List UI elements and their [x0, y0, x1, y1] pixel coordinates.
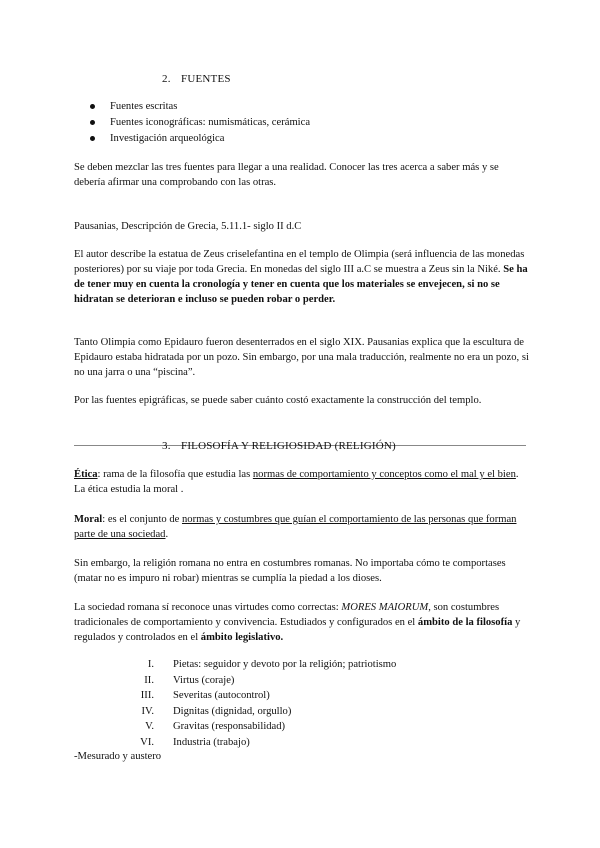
citation: Pausanias, Descripción de Grecia, 5.11.1- siglo II d.C	[74, 221, 302, 232]
paragraph-zeus	[74, 247, 532, 307]
list-item: V. Gravitas (responsabilidad)	[145, 721, 286, 732]
list-item: Investigación arqueológica	[90, 131, 310, 147]
section-number: 3.	[162, 440, 171, 452]
paragraph-religion: Sin embargo, la religión romana no entra en costumbres romanas. No importaba cómo te comportases (matar no es impuro ni robar) mientras se cumplía la piedad a los dioses.	[74, 558, 506, 584]
underlined-definition: normas y costumbres que guían el comportamiento de las personas que forman parte de una sociedad	[74, 514, 517, 540]
emphasis-text: ámbito legislativo.	[200, 632, 284, 643]
section-number: 2.	[162, 73, 171, 85]
paragraph-sources: Se deben mezclar las tres fuentes para llegar a una realidad. Conocer las tres acerca a saber más y se debería afirmar una comprobando con las otras.	[74, 162, 499, 188]
closing-note: -Mesurado y austero	[74, 751, 162, 762]
list-item: Fuentes iconográficas: numismáticas, cerámica	[90, 115, 310, 131]
list-item: III. Severitas (autocontrol)	[140, 690, 270, 701]
emphasis-text: Se ha de tener muy en cuenta la cronología y tener en cuenta que los materiales se envejecen, si no se hidratan se deterioran e incluso se pueden robar o perder.	[74, 264, 528, 305]
section-title: FUENTES	[181, 73, 231, 85]
list-item: I. Pietas: seguidor y devoto por la religión; patriotismo	[147, 659, 397, 670]
list-item: IV. Dignitas (dignidad, orgullo)	[141, 705, 292, 717]
list-item: II. Virtus (coraje)	[144, 674, 235, 686]
virtues-list	[118, 657, 396, 750]
list-item: VI. Industria (trabajo)	[140, 736, 250, 748]
section-title: FILOSOFÍA Y RELIGIOSIDAD (RELIGIÓN)	[181, 440, 396, 452]
paragraph-olimpia: Tanto Olimpia como Epidauro fueron desenterrados en el siglo XIX. Pausanias explica que la escultura de Epidauro estaba hidratada por un pozo. Sin embargo, por una mala traducción, realmente no era un pozo, si no una jarra o una “piscina”.	[74, 337, 529, 378]
mores-maiorum-term: MORES MAIORUM	[341, 602, 429, 613]
paragraph-text: El autor describe la estatua de Zeus criselefantina en el templo de Olimpia (será influencia de las monedas posteriores) por su viaje por toda Grecia. En monedas del siglo III a.C se muestra a Zeus sin la Niké.	[74, 249, 525, 275]
paragraph-mores-maiorum: La sociedad romana sí reconoce unas virtudes como correctas: MORES MAIORUM, son costumbres tradicionales de comportamiento y convivencia. Estudiados y configurados en el ámbito de la filosofía y regulados y controlados en el ámbito legislativo.	[74, 602, 521, 643]
term-etica: Ética	[74, 469, 98, 480]
emphasis-text: ámbito de la filosofía	[417, 617, 513, 628]
sources-list	[90, 99, 310, 147]
paragraph-etica: Ética: rama de la filosofía que estudia las normas de comportamiento y conceptos como el mal y el bien. La ética estudia la moral .	[74, 469, 519, 495]
paragraph-epigraphic: Por las fuentes epigráficas, se puede saber cuánto costó exactamente la construcción del templo.	[74, 395, 482, 406]
underlined-definition: normas de comportamiento y conceptos como el mal y el bien	[252, 469, 516, 480]
term-moral: Moral	[74, 514, 103, 525]
list-item: Fuentes escritas	[90, 99, 310, 115]
paragraph-moral: Moral: es el conjunto de normas y costumbres que guían el comportamiento de las personas que forman parte de una sociedad.	[74, 514, 517, 540]
section-heading-fuentes	[162, 72, 231, 87]
section-heading-filosofia	[162, 439, 396, 454]
